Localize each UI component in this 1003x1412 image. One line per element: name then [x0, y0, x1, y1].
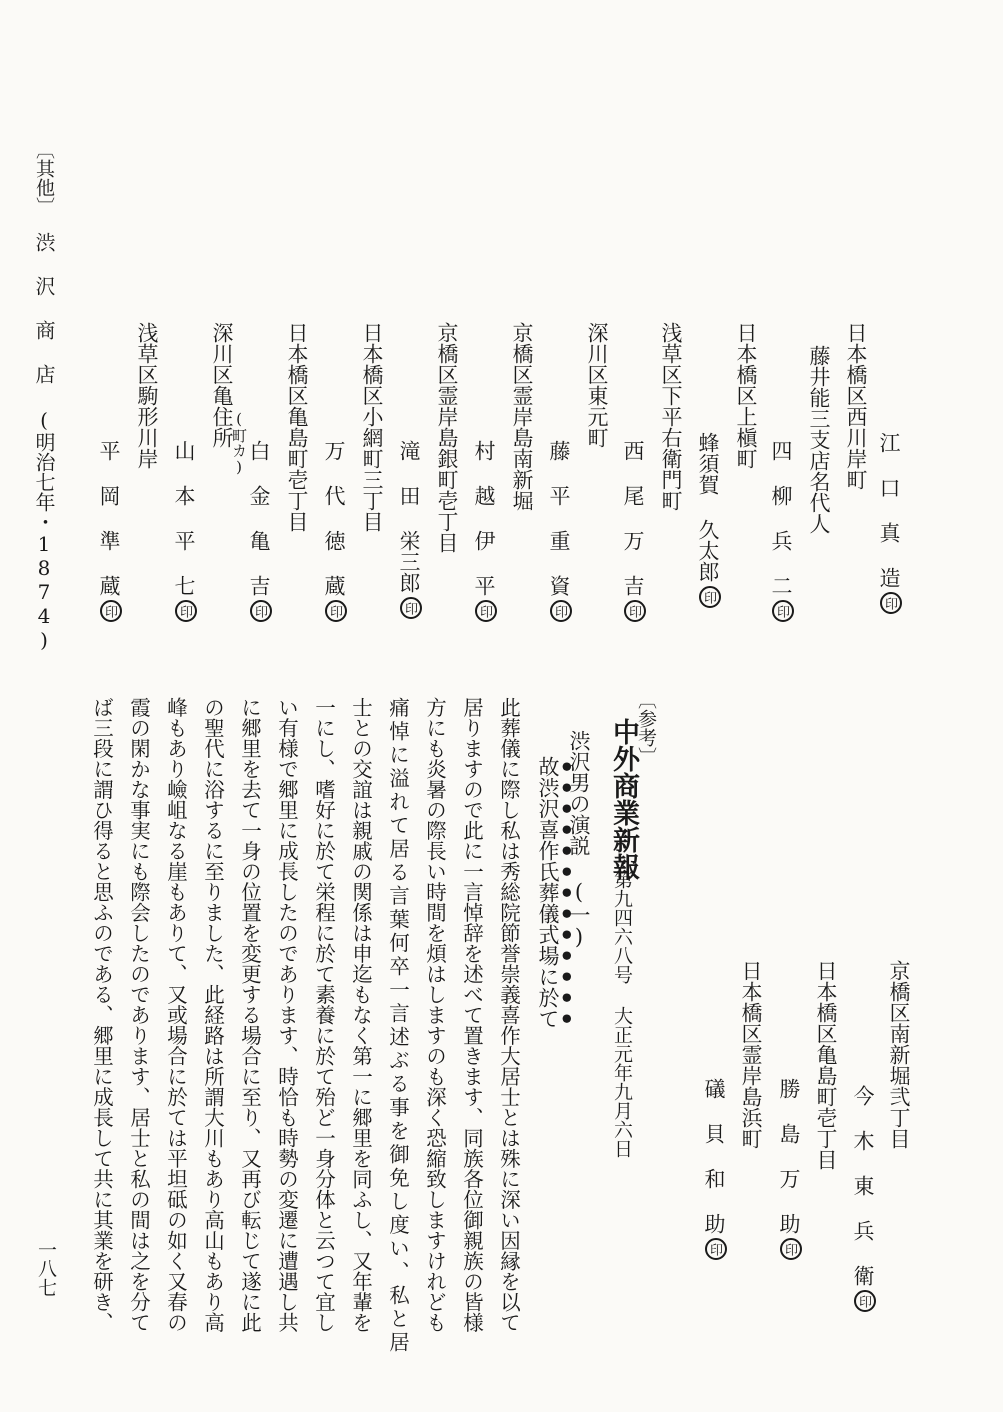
entry-name: 藤 平 重 資印 — [548, 440, 572, 622]
body-line: 方にも炎暑の際長い時間を煩はしますのも深く恐縮致しますけれども — [422, 697, 447, 1333]
entry-name: 西 尾 万 吉印 — [622, 440, 646, 622]
entry-address: 日本橋区上槇町 — [734, 322, 758, 469]
article-subheadline: 故渋沢喜作氏葬儀式場に於て — [536, 756, 560, 1029]
seal-mark: 印 — [705, 1238, 727, 1260]
seal-mark: 印 — [100, 600, 122, 622]
entry-note: (町カ) — [230, 410, 248, 476]
body-line: 峰もあり嶮岨なる崖もありて、又或場合に於ては平坦砥の如く又春の — [163, 697, 188, 1333]
entry-name: 今 木 東 兵 衛印 — [852, 1085, 876, 1312]
body-line: い有様で郷里に成長したのであります、時恰も時勢の変遷に遭遇し共 — [274, 697, 299, 1333]
entry-address: 京橋区霊岸島南新堀 — [510, 322, 534, 511]
seal-mark: 印 — [550, 600, 572, 622]
entry-name: 村 越 伊 平印 — [473, 440, 497, 622]
seal-mark: 印 — [475, 600, 497, 622]
entry-address: 藤井能三支店名代人 — [807, 345, 831, 534]
seal-mark: 印 — [699, 586, 721, 608]
newspaper-issue: 第九四六八号 大正元年九月六日 — [611, 870, 633, 1158]
body-line: 痛悼に溢れて居る言葉何卒一言述ぶる事を御免し度い、私と居 — [385, 697, 410, 1355]
entry-address: 日本橋区亀島町壱丁目 — [814, 960, 838, 1170]
body-line: ば三段に謂ひ得ると思ふのである、郷里に成長して共に其業を研き、 — [89, 697, 114, 1333]
seal-mark: 印 — [780, 1238, 802, 1260]
entry-address: 京橋区南新堀弐丁目 — [887, 960, 911, 1149]
entry-name: 四 柳 兵 二印 — [770, 440, 794, 622]
section-label: 〔其他〕 — [33, 140, 55, 216]
entry-name: 白 金 亀 吉印 — [248, 440, 272, 622]
seal-mark: 印 — [175, 600, 197, 622]
seal-mark: 印 — [624, 600, 646, 622]
entry-address: 浅草区駒形川岸 — [135, 322, 159, 469]
entry-address: 日本橋区亀島町壱丁目 — [285, 322, 309, 532]
entry-address: 浅草区下平右衛門町 — [659, 322, 683, 511]
entry-name: 蜂須賀 久太郎印 — [697, 432, 721, 608]
entry-address: 京橋区霊岸島銀町壱丁目 — [435, 322, 459, 553]
body-line: 居りますので此に一言悼辞を述べて置きます、同族各位御親族の皆様 — [459, 697, 484, 1333]
entry-name: 勝 島 万 助印 — [778, 1078, 802, 1260]
reference-label: 〔参考〕 — [635, 690, 657, 766]
entry-address: 深川区東元町 — [585, 322, 609, 448]
body-line: 一にし、嗜好に於て栄程に於て素養に於て殆ど一身分体と云つて宜し — [311, 697, 336, 1333]
seal-mark: 印 — [880, 592, 902, 614]
entry-name: 江 口 真 造印 — [878, 432, 902, 614]
body-line: 此葬儀に際し私は秀総院節誉崇義喜作大居士とは殊に深い因縁を以て — [496, 697, 521, 1333]
entry-address: 深川区亀住所 — [210, 322, 234, 448]
seal-mark: 印 — [854, 1290, 876, 1312]
entry-address: 日本橋区霊岸島浜町 — [739, 960, 763, 1149]
entry-address: 日本橋区小網町三丁目 — [360, 322, 384, 532]
body-line: に郷里を去て一身の位置を変更する場合に至り、又再び転じて遂に此 — [237, 697, 262, 1333]
entry-name: 山 本 平 七印 — [173, 440, 197, 622]
article-headline: 渋沢男の演説 (一) — [567, 730, 591, 949]
entry-name: 滝 田 栄三郎印 — [398, 440, 422, 619]
seal-mark: 印 — [325, 600, 347, 622]
entry-name: 万 代 徳 蔵印 — [323, 440, 347, 622]
page-number: 一八七 — [35, 1240, 57, 1297]
newspaper-title: 中外商業新報 — [608, 718, 639, 880]
body-line: 霞の閑かな事実にも際会したのであります、居士と私の間は之を分て — [126, 697, 151, 1333]
entry-address: 日本橋区西川岸町 — [844, 322, 868, 490]
seal-mark: 印 — [400, 597, 422, 619]
body-line: 士との交誼は親戚の関係は申迄もなく第一に郷里を同ふし、又年輩を — [348, 697, 373, 1333]
seal-mark: 印 — [772, 600, 794, 622]
entry-name: 平 岡 準 蔵印 — [98, 440, 122, 622]
page-running-title: 渋 沢 商 店 (明治七年・1874) — [32, 232, 56, 652]
seal-mark: 印 — [250, 600, 272, 622]
body-line: の聖代に浴するに至りました、此経路は所謂大川もあり高山もあり高 — [200, 697, 225, 1333]
entry-name: 礒 貝 和 助印 — [703, 1078, 727, 1260]
